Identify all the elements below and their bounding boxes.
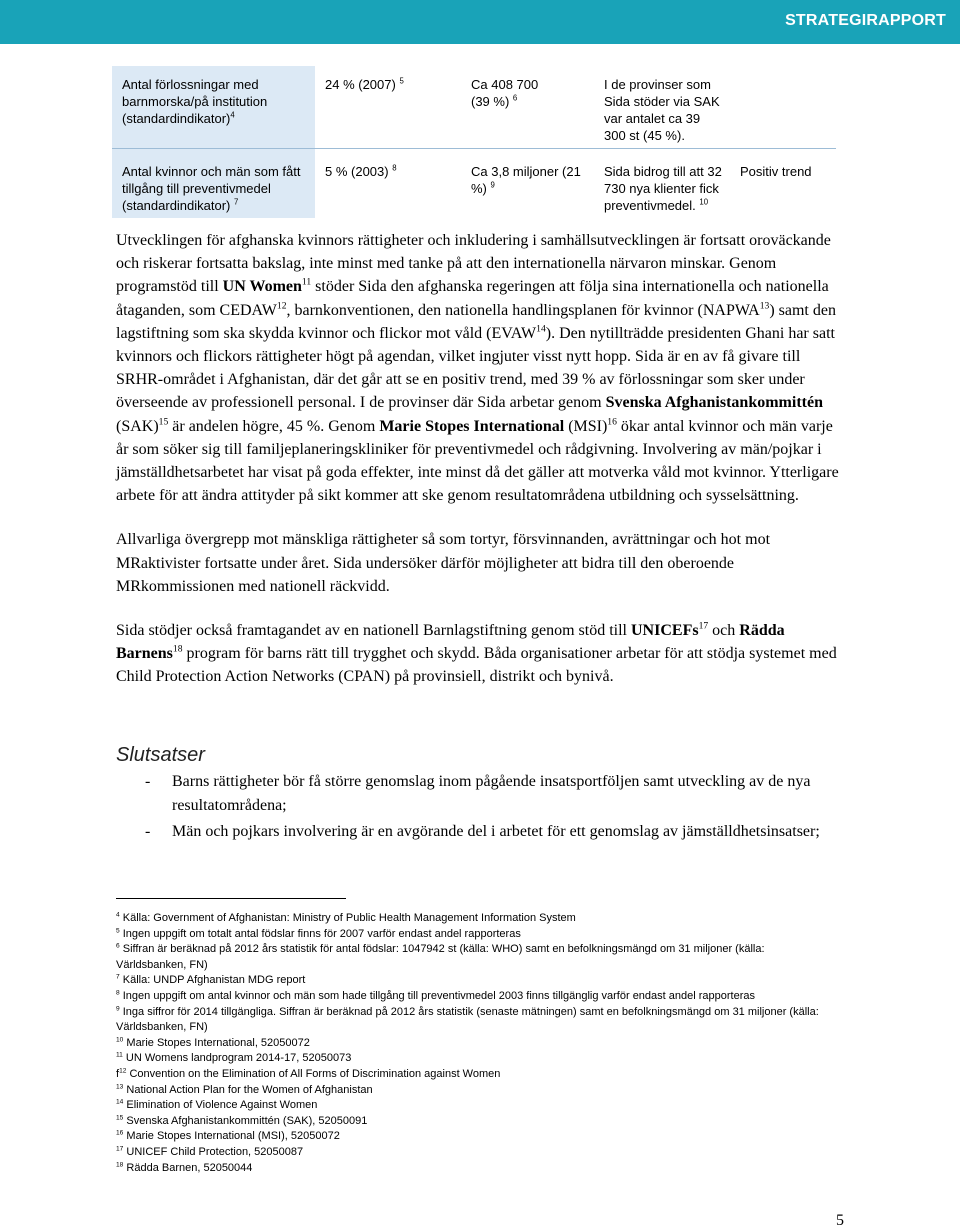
trend-cell	[730, 66, 836, 149]
value-cell: Ca 408 700 (39 %) $^6$	[461, 66, 594, 149]
footnote: $^{18}$ Rädda Barnen, 52050044	[116, 1160, 253, 1174]
footnote: $^9$ Inga siffror för 2014 tillgängliga. Siffran är beräknad på 2012 års statistik (senaste mätningen) samt en befolkningsmängd om 31 miljoner (källa: Världsbanken, FN)	[116, 1004, 819, 1034]
result-cell: I de provinser som Sida stöder via SAK var antalet ca 39 300 st (45 %).	[594, 66, 730, 149]
footnote: $^7$ Källa: UNDP Afghanistan MDG report	[116, 973, 306, 987]
footnotes	[116, 911, 836, 1176]
footnote-separator	[116, 898, 346, 899]
list-dash: -	[145, 823, 151, 840]
baseline-cell: 5 % (2003) $^8$	[325, 163, 397, 179]
indicator-cell: Antal kvinnor och män som fått tillgång till preventivmedel (standardindikator) $^7$	[112, 149, 315, 219]
paragraph-child-law: Sida stödjer också framtagandet av en nationell Barnlagstiftning genom stöd till UNICEFs$^{17}$ och Rädda Barnens$^{18}$ program för barns rätt till trygghet och skydd. Båda organisationer arbetar för att stödja systemet med Child Protection Action Networks (CPAN) på provinsiell, distrikt och bynivå.	[116, 620, 837, 686]
conclusions-heading: Slutsatser	[116, 744, 205, 766]
footnote: $^{15}$ Svenska Afghanistankommittén (SAK), 52050091	[116, 1114, 368, 1127]
footnote: $^{11}$ UN Womens landprogram 2014-17, 52050073	[116, 1051, 352, 1065]
list-item-text: Män och pojkars involvering är en avgörande del i arbetet för ett genomslag av jämställdhetsinsatser;	[172, 823, 820, 840]
footnote: $^{10}$ Marie Stopes International, 52050072	[116, 1036, 310, 1049]
footnote: $f^{12}$ Convention on the Elimination of All Forms of Discrimination against Women	[116, 1067, 501, 1080]
table-row	[112, 149, 836, 219]
report-header-bar	[0, 0, 960, 44]
table-row	[112, 66, 836, 149]
paragraph-women-rights: Utvecklingen för afghanska kvinnors rättigheter och inkludering i samhällsutvecklingen är fortsatt oroväckande och riskerar fortsatta bakslag, inte minst med tanke på att den internationella närvaron minskar. Genom programstöd till UN Women$^{11}$ stöder Sida den afghanska regeringen att följa sina internationella och nationella åtaganden, som CEDAW$^{12}$, barnkonventionen, den nationella handlingsplanen för kvinnor (NAPWA$^{13}$) samt den lagstiftning som ska skydda kvinnor och flickor mot våld (EVAW$^{14}$). Den nytillträdde presidenten Ghani har satt kvinnors och flickors rättigheter högt på agendan, vilket ingjuter visst nytt hopp. Sida är en av få givare till SRHR-området i Afghanistan, där det går att se en positiv trend, med 39 % av förlossningar som sker under överseende av professionell personal. I de provinser där Sida arbetar genom Svenska Afghanistankommittén (SAK)$^{15}$ är andelen högre, 45 %. Genom Marie Stopes International (MSI)$^{16}$ ökar antal kvinnor och män varje år som söker sig till familjeplaneringskliniker för preventivmedel och rådgivning. Involvering av män/pojkar i jämställdhetsarbetet har visat på goda effekter, inte minst då det gäller att motverka våld mot kvinnor. Ytterligare arbete för att ändra attityder på sikt kommer att ske genom resultatområdena utbildning och sysselsättning.	[116, 232, 839, 505]
list-item	[145, 820, 845, 844]
footnote: $^8$ Ingen uppgift om antal kvinnor och män som hade tillgång till preventivmedel 2003 finns tillgänglig varför endast andel rapporteras	[116, 989, 755, 1002]
footnote: $^6$ Siffran är beräknad på 2012 års statistik för antal födslar: 1047942 st (källa: WHO) samt en befolkningsmängd om 31 miljoner (källa: Världsbanken, FN)	[116, 942, 765, 971]
list-item-text: Barns rättigheter bör få större genomslag inom pågående insatsportföljen samt utveckling av de nya resultatområdena;	[172, 773, 811, 814]
indicator-cell: Antal förlossningar med barnmorska/på institution (standardindikator)$^4$	[112, 66, 315, 149]
footnote: $^{14}$ Elimination of Violence Against Women	[116, 1098, 318, 1112]
result-cell: Sida bidrog till att 32 730 nya klienter fick preventivmedel. $^{10}$	[604, 164, 722, 213]
footnote: $^{17}$ UNICEF Child Protection, 52050087	[116, 1145, 304, 1158]
indicator-table	[112, 66, 836, 218]
list-item	[145, 770, 845, 818]
conclusions-list	[145, 770, 845, 846]
trend-cell: Positiv trend	[740, 164, 812, 179]
footnote: $^{16}$ Marie Stopes International (MSI), 52050072	[116, 1129, 340, 1143]
list-dash: -	[145, 773, 151, 790]
report-title: STRATEGIRAPPORT	[785, 12, 946, 29]
value-cell: Ca 3,8 miljoner (21 %) $^9$	[471, 164, 581, 196]
page-number: 5	[836, 1212, 844, 1229]
body-text	[116, 229, 846, 710]
footnote: $^4$ Källa: Government of Afghanistan: Ministry of Public Health Management Information System	[116, 911, 576, 924]
footnote: $^{13}$ National Action Plan for the Women of Afghanistan	[116, 1082, 373, 1096]
footnote: $^5$ Ingen uppgift om totalt antal födslar finns för 2007 varför endast andel rapporteras	[116, 926, 521, 940]
paragraph-human-rights: Allvarliga övergrepp mot mänskliga rättigheter så som tortyr, försvinnanden, avrättningar och hot mot MRaktivister fortsatte under året. Sida undersöker därför möjligheter att bidra till den oberoende MRkommissionen med nationell räckvidd.	[116, 531, 771, 595]
baseline-cell: 24 % (2007) $^5$	[315, 66, 461, 149]
